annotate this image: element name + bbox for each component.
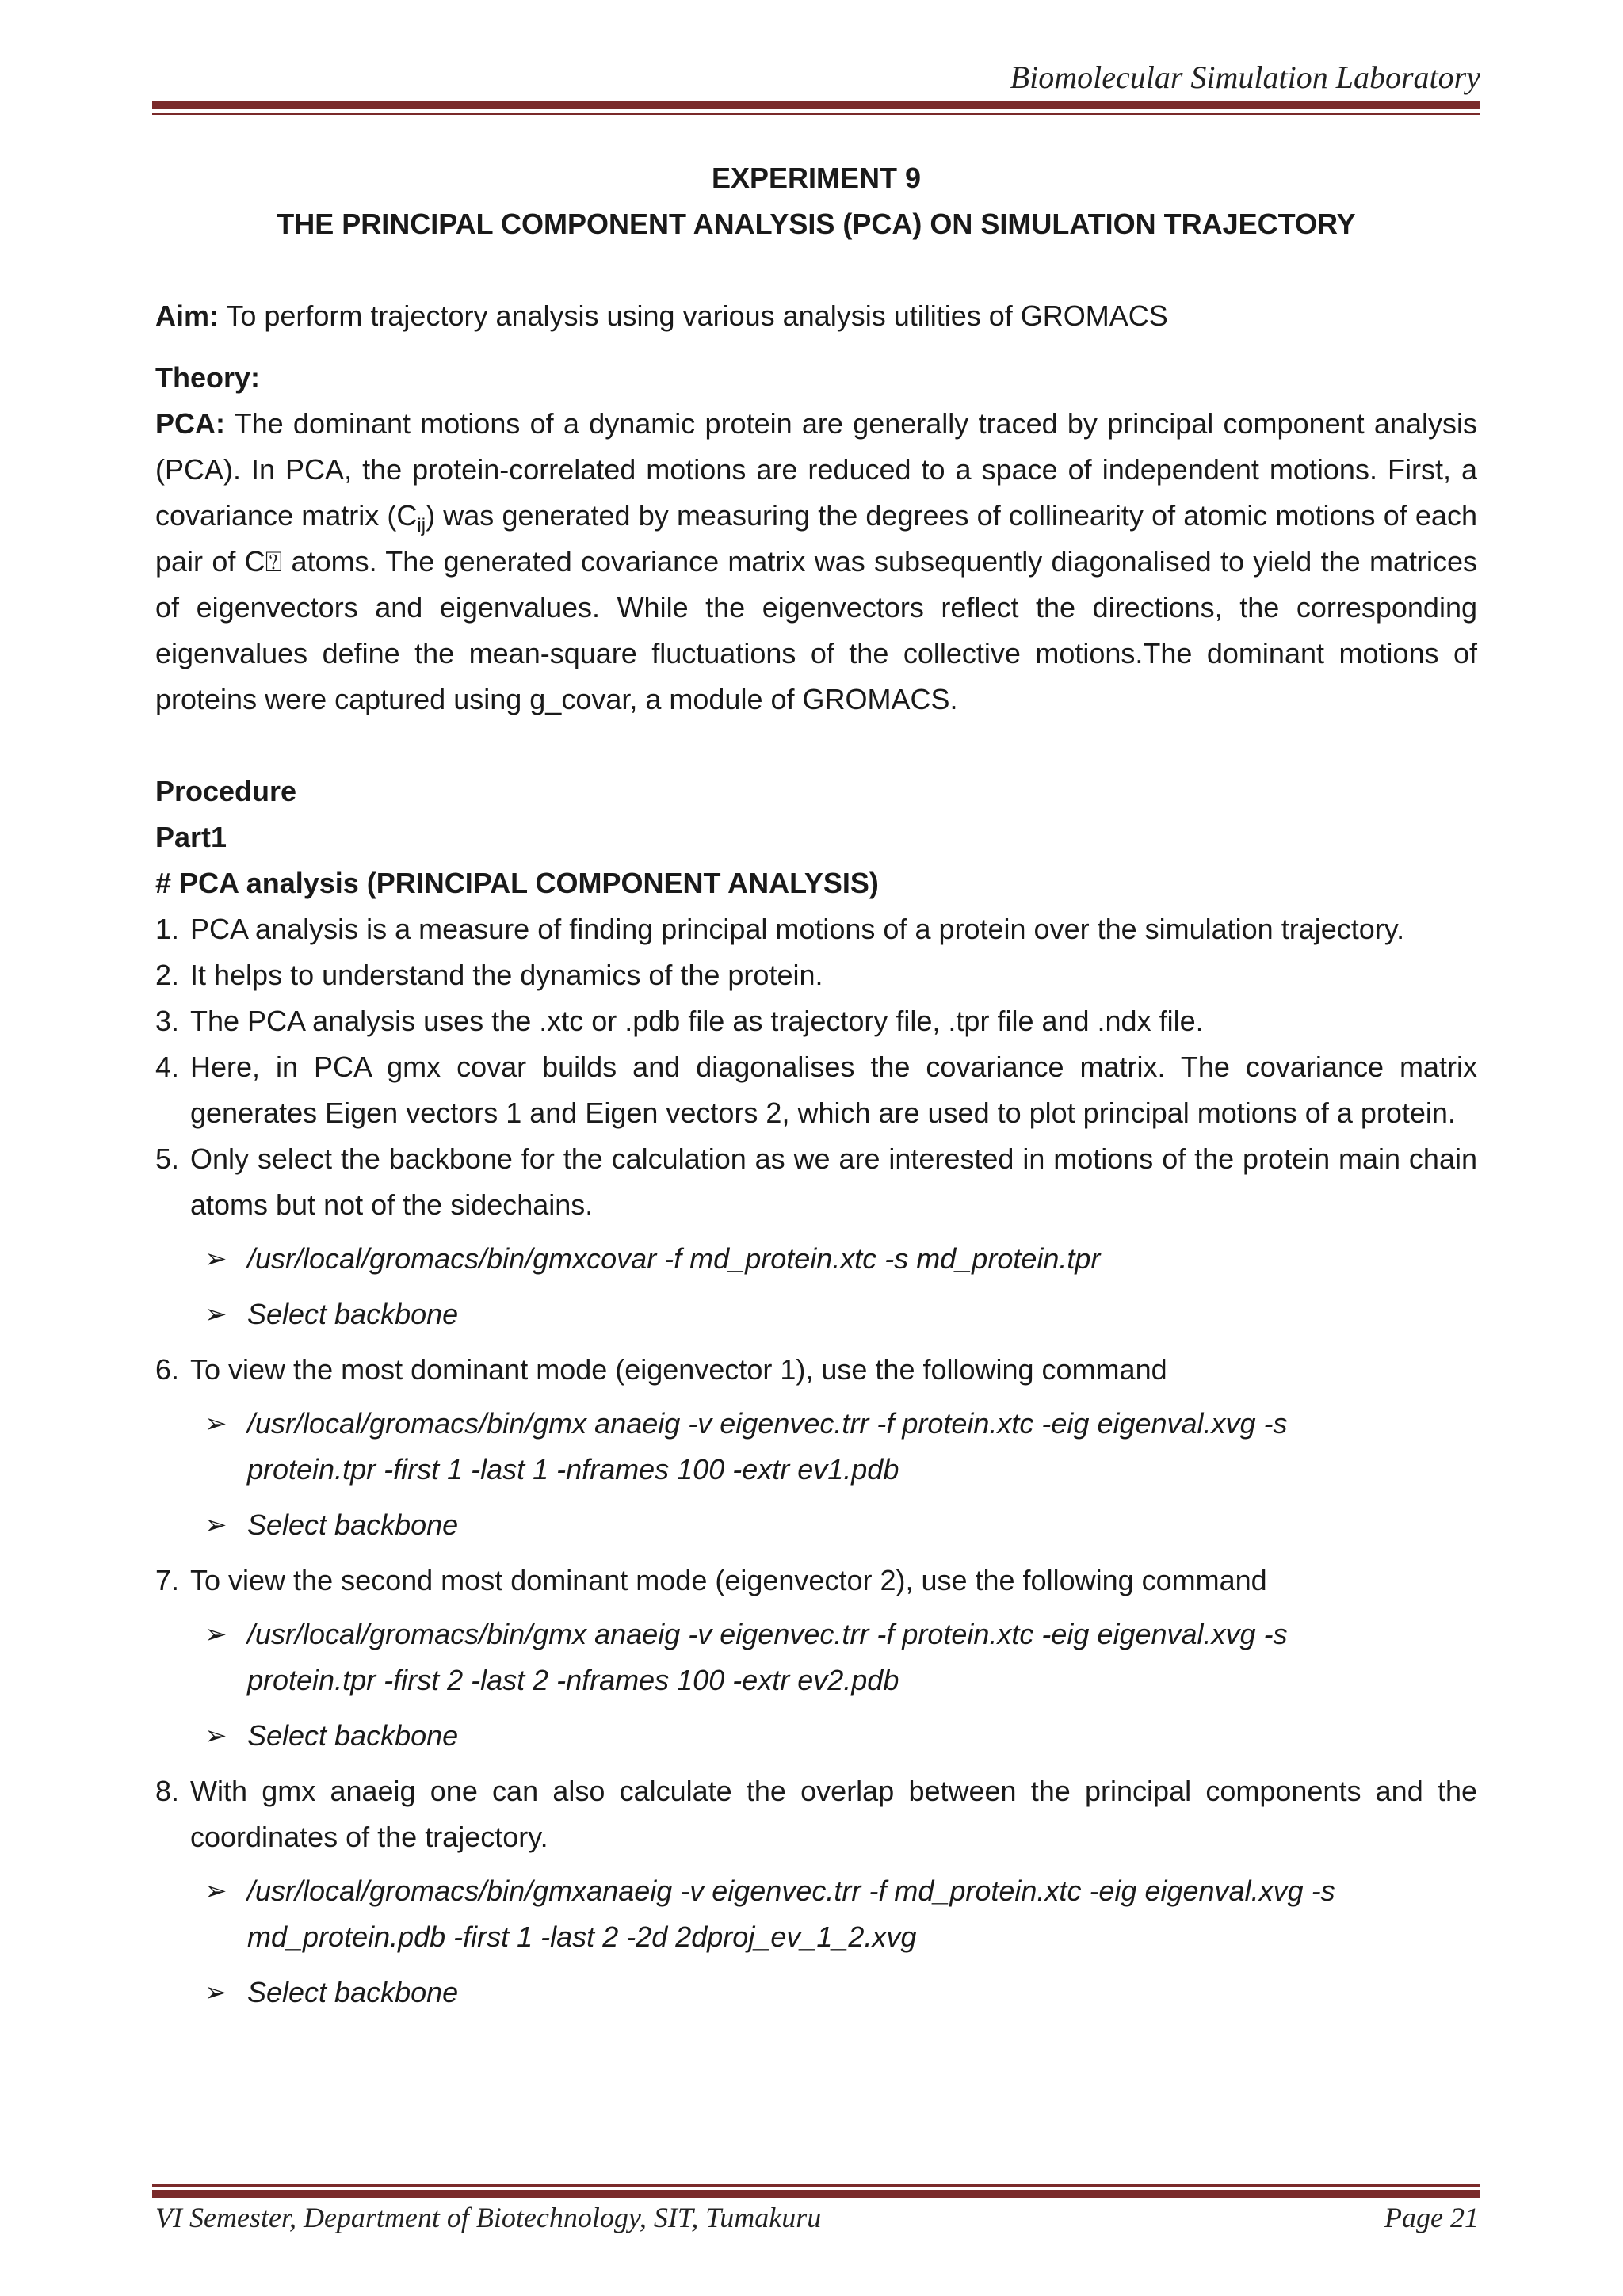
aim-paragraph	[155, 293, 1477, 339]
list-item: 8. With gmx anaeig one can also calculate the overlap between the principal components and the coordinates of the trajectory.	[155, 1775, 1477, 1853]
arrow-bullet-icon: ➢	[204, 1875, 227, 1907]
command-line: ➢ /usr/local/gromacs/bin/gmx anaeig -v eigenvec.trr -f protein.xtc -eig eigenval.xvg -s protein.tpr -first 1 -last 1 -nframes 100 -extr ev1.pdb	[155, 1401, 1477, 1493]
command-line: ➢ /usr/local/gromacs/bin/gmxanaeig -v eigenvec.trr -f md_protein.xtc -eig eigenval.xvg -s md_protein.pdb -first 1 -last 2 -2d 2dproj_ev_1_2.xvg	[155, 1868, 1477, 1960]
main-content	[155, 155, 1477, 2025]
list-item: 3. The PCA analysis uses the .xtc or .pdb file as trajectory file, .tpr file and .ndx file.	[155, 1005, 1204, 1037]
arrow-bullet-icon: ➢	[204, 1509, 227, 1541]
pca-subheading: # PCA analysis (PRINCIPAL COMPONENT ANALYSIS)	[155, 867, 879, 899]
header-rule-thick	[152, 101, 1480, 109]
experiment-title: THE PRINCIPAL COMPONENT ANALYSIS (PCA) ON SIMULATION TRAJECTORY	[277, 208, 1356, 240]
list-item: 1. PCA analysis is a measure of finding principal motions of a protein over the simulation trajectory.	[155, 913, 1405, 945]
list-item: 6. To view the most dominant mode (eigenvector 1), use the following command	[155, 1353, 1167, 1386]
footer-department: VI Semester, Department of Biotechnology, SIT, Tumakuru	[155, 2202, 822, 2233]
procedure-list	[155, 1768, 1477, 1860]
arrow-bullet-icon: ➢	[204, 1977, 227, 2008]
command-line: ➢ /usr/local/gromacs/bin/gmxcovar -f md_protein.xtc -s md_protein.tpr	[155, 1236, 1477, 1282]
theory-text-2: ) was generated by measuring the degrees of collinearity of atomic motions of each pair of C⍰ atoms. The generated covariance matrix was subsequently diagonalised to yield the matrices of eigenvectors and eigenvalues. While the eigenvectors reflect the directions, the corresponding eigenvalues define the mean-square fluctuations of the collective motions.The dominant motions of proteins were captured using g_covar, a module of GROMACS.	[155, 499, 1477, 715]
list-item: 7. To view the second most dominant mode (eigenvector 2), use the following command	[155, 1564, 1267, 1596]
aim-label: Aim:	[155, 299, 219, 332]
arrow-bullet-icon: ➢	[204, 1299, 227, 1330]
header-title: Biomolecular Simulation Laboratory	[1010, 59, 1480, 95]
footer-rule-thick	[152, 2190, 1480, 2198]
arrow-bullet-icon: ➢	[204, 1720, 227, 1752]
command-line: ➢ /usr/local/gromacs/bin/gmx anaeig -v eigenvec.trr -f protein.xtc -eig eigenval.xvg -s protein.tpr -first 2 -last 2 -nframes 100 -extr ev2.pdb	[155, 1611, 1477, 1703]
footer-rule-thin	[152, 2184, 1480, 2187]
procedure-heading: Procedure	[155, 775, 297, 807]
theory-heading: Theory:	[155, 361, 261, 394]
procedure-list	[155, 906, 1477, 1228]
arrow-bullet-icon: ➢	[204, 1619, 227, 1650]
part-heading: Part1	[155, 821, 227, 853]
theory-paragraph	[155, 401, 1477, 723]
aim-text: To perform trajectory analysis using various analysis utilities of GROMACS	[219, 299, 1168, 332]
command-line: ➢ Select backbone	[155, 1291, 1477, 1337]
theory-text-1: The dominant motions of a dynamic protein are generally traced by principal component analysis (PCA). In PCA, the protein-correlated motions are reduced to a space of independent motions. First, a covariance matrix (C	[155, 407, 1477, 532]
header-rule-thin	[152, 113, 1480, 115]
pca-label: PCA:	[155, 407, 225, 440]
procedure-list	[155, 1558, 1477, 1604]
procedure-list	[155, 1347, 1477, 1393]
list-item: 5. Only select the backbone for the calculation as we are interested in motions of the protein main chain atoms but not of the sidechains.	[155, 1142, 1477, 1221]
arrow-bullet-icon: ➢	[204, 1408, 227, 1440]
command-line: ➢ Select backbone	[155, 1970, 1477, 2016]
command-line: ➢ Select backbone	[155, 1713, 1477, 1759]
list-item: 4. Here, in PCA gmx covar builds and diagonalises the covariance matrix. The covariance matrix generates Eigen vectors 1 and Eigen vectors 2, which are used to plot principal motions of a protein.	[155, 1051, 1477, 1129]
footer-page-number: Page 21	[1384, 2202, 1479, 2233]
command-line: ➢ Select backbone	[155, 1502, 1477, 1548]
experiment-number: EXPERIMENT 9	[711, 162, 922, 194]
arrow-bullet-icon: ➢	[204, 1243, 227, 1275]
theory-subscript: ij	[417, 515, 426, 537]
list-item: 2. It helps to understand the dynamics of the protein.	[155, 959, 823, 991]
